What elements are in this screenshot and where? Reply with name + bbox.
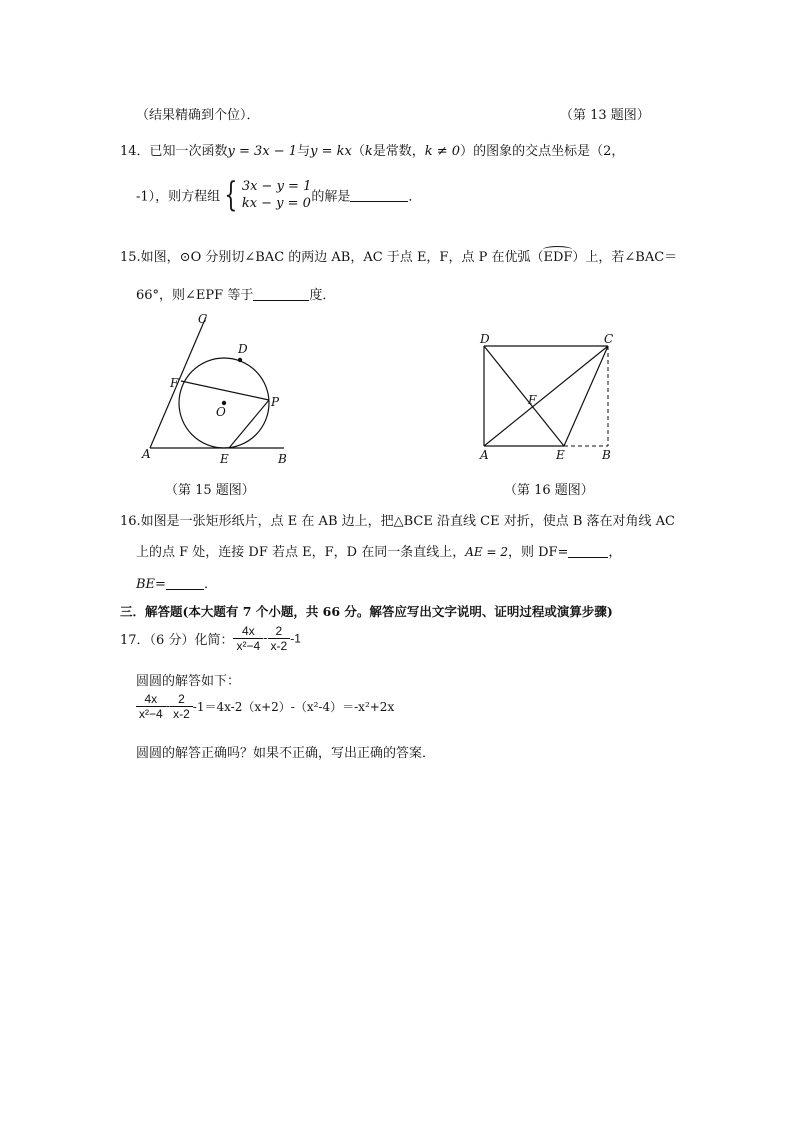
fraction-1-numerator: 4x <box>241 624 255 638</box>
fraction-2-numerator: 2 <box>275 624 283 638</box>
point-d <box>238 358 242 362</box>
arc-edf <box>543 250 572 265</box>
label-d: D <box>238 342 248 356</box>
solution-fraction-1 <box>136 692 166 721</box>
system-eq1: 3x − y = 1 <box>241 179 312 194</box>
figure-16 <box>472 332 622 467</box>
q16-ae: AE = 2 <box>465 545 508 559</box>
fraction-2 <box>268 624 291 653</box>
figure-15 <box>130 305 310 470</box>
solution-fraction-2-numerator: 2 <box>178 692 185 706</box>
label-b: B <box>278 452 287 466</box>
figure13-caption: （第 13 题图） <box>560 108 650 123</box>
label-b: B <box>602 448 611 462</box>
question-14-line2 <box>136 175 422 215</box>
fraction-2-denominator: x-2 <box>268 638 291 653</box>
solution-minus: - <box>165 699 171 714</box>
q14-line2-intro: -1），则方程组 <box>136 189 221 205</box>
q14-eq1: y = 3x − 1 <box>227 144 298 159</box>
q17-question: 圆圆的解答正确吗？如果不正确，写出正确的答案． <box>136 746 436 761</box>
label-d: D <box>480 332 490 346</box>
system-eq2: kx − y = 0 <box>241 196 311 211</box>
segment-de <box>484 346 564 446</box>
section-3-heading: 三．解答题(本大题有 7 个小题，共 66 分。解答应写出文字说明、证明过程或演算步骤) <box>120 604 613 619</box>
arc-label: EDF <box>543 250 573 265</box>
q14-intro: 14．已知一次函数 <box>120 144 228 159</box>
q16-df-blank[interactable] <box>568 544 608 558</box>
q16-be-blank[interactable] <box>166 576 204 590</box>
question-17-line1 <box>120 624 301 653</box>
q16-end: ． <box>203 577 217 592</box>
question-14-line1 <box>120 140 624 159</box>
question-15-line1 <box>120 246 677 265</box>
solution-fraction-1-numerator: 4x <box>144 692 158 706</box>
label-f: F <box>528 393 537 407</box>
q15-text: 15.如图，⊙O 分别切∠BAC 的两边 AB，AC 于点 E，F，点 P 在优弧（ <box>120 250 544 265</box>
question-16-line1: 16.如图是一张矩形纸片，点 E 在 AB 边上，把△BCE 沿直线 CE 对折，使点 B 落在对角线 AC <box>120 514 675 529</box>
q14-line1-end: ）的图象的交点坐标是（2， <box>460 144 625 159</box>
q17-solution-line <box>136 692 394 721</box>
label-o: O <box>216 405 226 419</box>
q14-solution-label: 的解是 <box>311 189 351 205</box>
q14-end: ． <box>408 189 422 205</box>
q15-answer-blank[interactable] <box>253 287 309 301</box>
question-16-line3 <box>136 573 217 592</box>
q15-unit: 度． <box>309 288 336 303</box>
solution-fraction-2 <box>170 692 193 721</box>
question-15-line2 <box>136 284 335 303</box>
q16-line2-text: 上的点 F 处，连接 DF 若点 E，F，D 在同一条直线上， <box>136 545 466 560</box>
diagonal-ac <box>484 346 608 446</box>
label-c: C <box>198 312 208 326</box>
solution-fraction-2-denominator: x-2 <box>170 706 193 721</box>
q17-solution-intro: 圆圆的解答如下： <box>136 674 241 689</box>
fraction-1-denominator: x²−4 <box>233 638 263 653</box>
segment-ce <box>564 346 608 446</box>
q17-minus: - <box>263 631 268 646</box>
label-p: P <box>271 395 280 409</box>
q17-prefix: 17．（6 分）化简： <box>120 633 234 648</box>
q14-k-condition: k ≠ 0 <box>424 144 461 159</box>
segment-fp <box>181 381 269 400</box>
arc-mark <box>543 246 572 253</box>
label-e: E <box>556 448 565 462</box>
equation-system <box>242 178 312 212</box>
q16-be-label: BE= <box>136 577 166 592</box>
question-16-line2 <box>136 541 621 560</box>
q17-tail: -1 <box>290 631 301 646</box>
solution-expression: -1＝4x-2（x+2）-（x²-4）＝-x²+2x <box>192 700 395 714</box>
label-c: C <box>604 332 614 346</box>
q14-eq2: y = kx <box>310 144 352 159</box>
q14-note-open: （ <box>351 144 365 159</box>
q13-tail-text: （结果精确到个位）． <box>136 108 260 123</box>
system-brace: { <box>224 175 238 215</box>
q14-note-text: 是常数， <box>372 144 425 159</box>
q15-angle-text: 66°，则∠EPF 等于 <box>136 288 254 303</box>
label-f: F <box>170 376 179 390</box>
q14-mid: 与 <box>297 144 311 159</box>
q16-df-label: ，则 DF= <box>507 545 569 560</box>
label-a: A <box>480 448 489 462</box>
q15-line1-end: ）上，若∠BAC＝ <box>572 250 678 265</box>
q14-answer-blank[interactable] <box>350 188 408 202</box>
fraction-1 <box>233 624 263 653</box>
figure15-caption: （第 15 题图） <box>165 483 255 498</box>
label-e: E <box>220 452 229 466</box>
q14-k: k <box>364 144 373 159</box>
q16-comma: ， <box>608 545 622 560</box>
solution-fraction-1-denominator: x²−4 <box>136 706 166 721</box>
label-a: A <box>142 447 151 461</box>
figure16-caption: （第 16 题图） <box>504 483 594 498</box>
